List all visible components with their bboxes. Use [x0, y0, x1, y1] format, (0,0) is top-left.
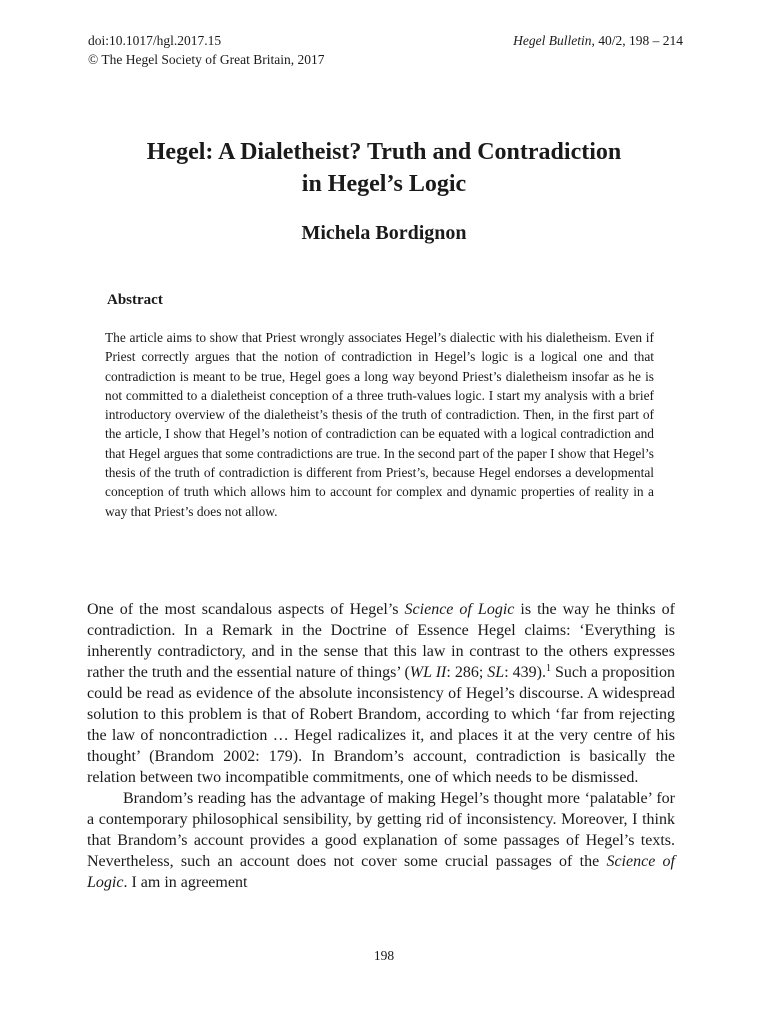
author-name: Michela Bordignon: [301, 222, 467, 244]
running-header-left: [88, 31, 324, 69]
copyright-line: © The Hegel Society of Great Britain, 2017: [88, 52, 325, 67]
italic-title: Science of Logic: [87, 853, 675, 891]
text-run: : 439).: [504, 664, 546, 681]
journal-name: Hegel Bulletin: [513, 33, 592, 48]
citation-abbrev: SL: [487, 664, 505, 681]
page-number: 198: [373, 948, 395, 963]
text-run: is the way he thinks of contradiction. In a Remark in the Doctrine of Essence Hegel claims: ‘Everything is inherently contradictory, and in the sense that this law in contrast to the others expresses rather the truth and the essential nature of things’ (: [87, 601, 675, 681]
abstract-heading: Abstract: [107, 292, 163, 308]
text-run: Brandom’s reading has the advantage of making Hegel’s thought more ‘palatable’ for a contemporary philosophical sensibility, by getting rid of inconsistency. Moreover, I think that Brandom’s account provides a good explanation of some passages of Hegel’s texts. Nevertheless, such an account does not cover some crucial passages of the: [87, 790, 675, 870]
article-title: [60, 136, 708, 200]
volume-pages: , 40/2, 198 – 214: [591, 33, 683, 48]
running-header-right: [513, 31, 683, 50]
citation-abbrev: WL II: [409, 664, 447, 681]
body-text: [87, 599, 675, 893]
italic-title: Science of Logic: [404, 601, 515, 618]
text-run: One of the most scandalous aspects of Hegel’s: [87, 601, 405, 618]
footnote-marker[interactable]: 1: [545, 663, 551, 674]
text-run: : 286;: [446, 664, 488, 681]
text-run: Such a proposition could be read as evidence of the absolute inconsistency of Hegel’s discourse. A widespread solution to this problem is that of Robert Brandom, according to which ‘far from rejecting the law of noncontradiction … Hegel radicalizes it, and places it at the very centre of his thought’ (Brandom 2002: 179). In Brandom’s account, contradiction is basically the relation between two incompatible commitments, one of which needs to be dismissed.: [87, 664, 675, 786]
doi-line: doi:10.1017/hgl.2017.15: [88, 33, 222, 48]
title-line-1: Hegel: A Dialetheist? Truth and Contradiction: [146, 139, 622, 165]
paragraph-2: [87, 788, 675, 893]
title-line-2: in Hegel’s Logic: [301, 171, 467, 197]
paragraph-1: [87, 599, 675, 788]
text-run: . I am in agreement: [123, 874, 248, 891]
abstract-text: The article aims to show that Priest wrongly associates Hegel’s dialectic with his dialetheism. Even if Priest correctly argues that the notion of contradiction in Hegel’s logic is a logical one and that contradiction is meant to be true, Hegel goes a long way beyond Priest’s dialetheism insofar as he is not committed to a dialetheist conception of a three truth-values logic. I start my analysis with a brief introductory overview of the dialetheist’s thesis of the truth of contradiction. Then, in the first part of the article, I show that Hegel’s notion of contradiction can be equated with a logical contradiction and that Hegel argues that some contradictions are true. In the second part of the paper I show that Hegel’s thesis of the truth of contradiction is different from Priest’s, because Hegel endorses a developmental conception of truth which allows him to account for complex and dynamic properties of reality in a way that Priest’s does not allow.: [105, 330, 654, 519]
